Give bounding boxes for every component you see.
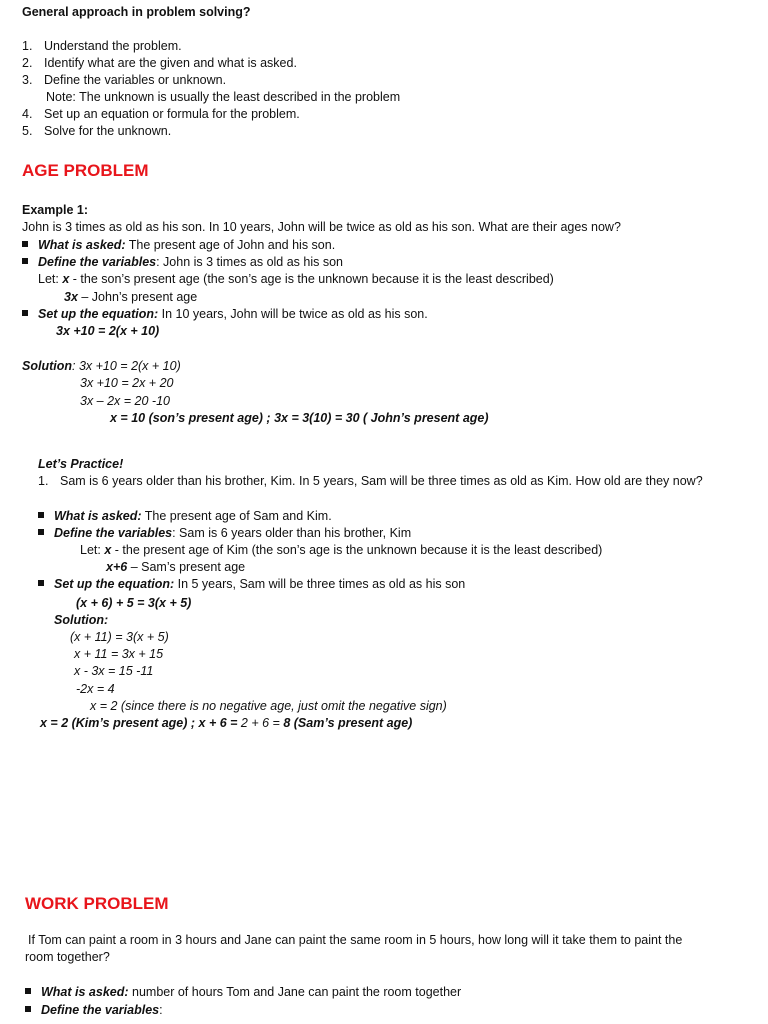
solution-step: : 3x +10 = 2(x + 10) (72, 359, 181, 373)
step-2 (22, 55, 297, 72)
define-label: Define the variables (41, 1003, 160, 1017)
question-number: 1. (38, 474, 49, 488)
bullet-icon (25, 1006, 31, 1012)
work-asked-item (25, 984, 461, 1001)
intro-title: General approach in problem solving? (22, 5, 251, 19)
bullet-icon (22, 310, 28, 316)
asked-label: What is asked: (41, 985, 129, 999)
age-heading: AGE PROBLEM (22, 161, 149, 180)
let-label: Let: (38, 272, 63, 286)
final-sum: 2 + 6 = (240, 716, 284, 730)
define-text: : John is 3 times as old as his son (156, 255, 344, 269)
practice-asked-item (38, 508, 332, 525)
step-number: 3. (22, 73, 33, 87)
step-number: 2. (22, 56, 33, 70)
work-paragraph-line-2: room together? (25, 950, 110, 964)
step-1 (22, 38, 182, 55)
practice-solution-step-5: x = 2 (since there is no negative age, just omit the negative sign) (90, 699, 447, 713)
step-number: 1. (22, 39, 33, 53)
work-define-item (25, 1002, 163, 1019)
bullet-icon (38, 512, 44, 518)
setup-label: Set up the equation: (54, 577, 175, 591)
final-sam: 8 (Sam’s present age) (283, 716, 413, 730)
work-paragraph-line-1: If Tom can paint a room in 3 hours and Jane can paint the same room in 5 hours, how long will it take them to paint the (28, 933, 683, 947)
let-text: - the present age of Kim (the son’s age is the unknown because it is the least described) (111, 543, 603, 557)
age-solution-line-2: 3x +10 = 2x + 20 (80, 376, 174, 390)
practice-setup-item (38, 576, 465, 593)
age-equation: 3x +10 = 2(x + 10) (56, 324, 160, 338)
bullet-icon (22, 241, 28, 247)
step-4 (22, 106, 300, 123)
practice-solution-step-2: x + 11 = 3x + 15 (74, 647, 164, 661)
define-text: : (159, 1003, 163, 1017)
asked-label: What is asked: (38, 238, 126, 252)
let-text: – John’s present age (77, 290, 198, 304)
define-label: Define the variables (38, 255, 157, 269)
example-text: John is 3 times as old as his son. In 10 years, John will be twice as old as his son. What are their ages now? (22, 220, 621, 234)
step-text: Solve for the unknown. (44, 124, 172, 138)
final-kim: x = 2 (Kim’s present age) (40, 716, 188, 730)
let-label: Let: (80, 543, 105, 557)
asked-text: The present age of John and his son. (125, 238, 336, 252)
practice-label: Let’s Practice! (38, 457, 124, 471)
bullet-icon (25, 988, 31, 994)
practice-solution-label: Solution: (54, 613, 109, 627)
practice-define-item (38, 525, 411, 542)
setup-text: In 5 years, Sam will be three times as old as his son (174, 577, 466, 591)
variable: x (62, 272, 70, 286)
age-let-1 (38, 271, 554, 288)
let-text: - the son’s present age (the son’s age is the unknown because it is the least described) (69, 272, 554, 286)
step-3 (22, 72, 226, 89)
bullet-icon (38, 580, 44, 586)
practice-solution-step-1: (x + 11) = 3(x + 5) (70, 630, 169, 644)
age-solution-line-3: 3x – 2x = 20 -10 (80, 394, 170, 408)
asked-text: number of hours Tom and Jane can paint the room together (128, 985, 462, 999)
solution-label: Solution (22, 359, 72, 373)
asked-label: What is asked: (54, 509, 142, 523)
asked-text: The present age of Sam and Kim. (141, 509, 332, 523)
practice-solution-final (40, 715, 412, 732)
setup-text: In 10 years, John will be twice as old as his son. (158, 307, 428, 321)
step-text: Identify what are the given and what is asked. (44, 56, 297, 70)
variable: x+6 (106, 560, 128, 574)
question-text: Sam is 6 years older than his brother, Kim. In 5 years, Sam will be three times as old as Kim. How old are they now? (60, 474, 703, 488)
step-text: Understand the problem. (44, 39, 182, 53)
age-let-2 (64, 289, 197, 306)
practice-equation: (x + 6) + 5 = 3(x + 5) (76, 596, 192, 610)
step-note: Note: The unknown is usually the least described in the problem (46, 90, 401, 104)
age-setup-item (22, 306, 428, 323)
step-text: Set up an equation or formula for the problem. (44, 107, 300, 121)
step-number: 5. (22, 124, 33, 138)
age-solution-line-1 (22, 358, 181, 375)
age-solution-final: x = 10 (son’s present age) ; 3x = 3(10) = 30 ( John’s present age) (110, 411, 489, 425)
bullet-icon (22, 258, 28, 264)
age-asked-item (22, 237, 335, 254)
age-define-item (22, 254, 343, 271)
example-label: Example 1: (22, 203, 89, 217)
practice-let-2 (106, 559, 245, 576)
step-5 (22, 123, 171, 140)
setup-label: Set up the equation: (38, 307, 159, 321)
practice-solution-step-4: -2x = 4 (76, 682, 115, 696)
practice-solution-step-3: x - 3x = 15 -11 (74, 664, 154, 678)
let-text: – Sam’s present age (127, 560, 246, 574)
variable: 3x (64, 290, 78, 304)
practice-let-1 (80, 542, 602, 559)
define-label: Define the variables (54, 526, 173, 540)
define-text: : Sam is 6 years older than his brother, Kim (172, 526, 412, 540)
work-heading: WORK PROBLEM (25, 894, 169, 913)
final-separator: ; x + 6 = (187, 716, 241, 730)
step-number: 4. (22, 107, 33, 121)
bullet-icon (38, 529, 44, 535)
practice-question (38, 473, 703, 490)
variable: x (104, 543, 112, 557)
step-text: Define the variables or unknown. (44, 73, 227, 87)
